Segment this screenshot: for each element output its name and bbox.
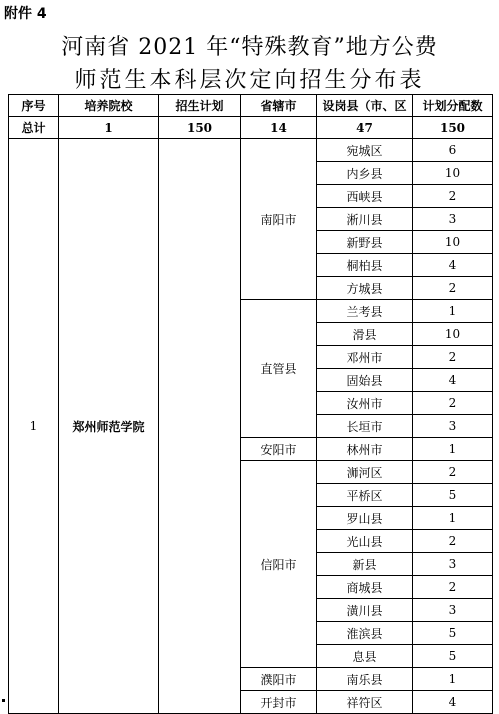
- allocated-count: 2: [413, 277, 493, 300]
- county-name: 平桥区: [317, 484, 413, 507]
- allocated-count: 2: [413, 530, 493, 553]
- county-name: 方城县: [317, 277, 413, 300]
- county-name: 西峡县: [317, 185, 413, 208]
- city-name: 信阳市: [241, 461, 317, 668]
- allocated-count: 5: [413, 645, 493, 668]
- allocated-count: 2: [413, 461, 493, 484]
- allocated-count: 10: [413, 162, 493, 185]
- county-name: 淅川县: [317, 208, 413, 231]
- school-name: 郑州师范学院: [59, 139, 159, 714]
- county-name: 宛城区: [317, 139, 413, 162]
- total-row: [9, 117, 493, 139]
- county-name: 息县: [317, 645, 413, 668]
- header-county: 设岗县（市、区: [317, 95, 413, 117]
- table-header-row: [9, 95, 493, 117]
- county-name: 新县: [317, 553, 413, 576]
- county-name: 光山县: [317, 530, 413, 553]
- county-name: 长垣市: [317, 415, 413, 438]
- allocated-count: 1: [413, 300, 493, 323]
- header-index: 序号: [9, 95, 59, 117]
- page-subtitle: 师范生本科层次定向招生分布表: [74, 68, 425, 93]
- plan-cell: [159, 139, 241, 714]
- allocated-count: 4: [413, 254, 493, 277]
- county-name: 林州市: [317, 438, 413, 461]
- total-schools: 1: [59, 117, 159, 139]
- county-name: 浉河区: [317, 461, 413, 484]
- total-label: 总计: [9, 117, 59, 139]
- allocated-count: 5: [413, 622, 493, 645]
- allocated-count: 10: [413, 231, 493, 254]
- attachment-label: 附件 4: [4, 6, 47, 22]
- allocated-count: 3: [413, 599, 493, 622]
- allocation-table: [8, 94, 493, 714]
- allocated-count: 1: [413, 507, 493, 530]
- header-city: 省辖市: [241, 95, 317, 117]
- allocated-count: 2: [413, 185, 493, 208]
- county-name: 商城县: [317, 576, 413, 599]
- allocated-count: 6: [413, 139, 493, 162]
- city-name: 南阳市: [241, 139, 317, 300]
- allocated-count: 2: [413, 576, 493, 599]
- table-body: [9, 117, 493, 714]
- allocated-count: 3: [413, 415, 493, 438]
- row-index: 1: [9, 139, 59, 714]
- county-name: 祥符区: [317, 691, 413, 714]
- city-name: 直管县: [241, 300, 317, 438]
- allocated-count: 10: [413, 323, 493, 346]
- county-name: 潢川县: [317, 599, 413, 622]
- city-name: 开封市: [241, 691, 317, 714]
- header-allocated: 计划分配数: [413, 95, 493, 117]
- table-row: [9, 139, 493, 162]
- header-school: 培养院校: [59, 95, 159, 117]
- page-title: 河南省 2021 年“特殊教育”地方公费: [61, 35, 438, 60]
- allocated-count: 3: [413, 553, 493, 576]
- total-allocated: 150: [413, 117, 493, 139]
- allocated-count: 1: [413, 668, 493, 691]
- allocated-count: 5: [413, 484, 493, 507]
- allocated-count: 2: [413, 392, 493, 415]
- allocated-count: 1: [413, 438, 493, 461]
- county-name: 内乡县: [317, 162, 413, 185]
- stray-dot: [2, 699, 5, 702]
- county-name: 淮滨县: [317, 622, 413, 645]
- total-plan: 150: [159, 117, 241, 139]
- county-name: 兰考县: [317, 300, 413, 323]
- city-name: 安阳市: [241, 438, 317, 461]
- county-name: 南乐县: [317, 668, 413, 691]
- county-name: 汝州市: [317, 392, 413, 415]
- total-counties: 47: [317, 117, 413, 139]
- city-name: 濮阳市: [241, 668, 317, 691]
- total-cities: 14: [241, 117, 317, 139]
- county-name: 桐柏县: [317, 254, 413, 277]
- county-name: 滑县: [317, 323, 413, 346]
- allocated-count: 3: [413, 208, 493, 231]
- county-name: 新野县: [317, 231, 413, 254]
- county-name: 固始县: [317, 369, 413, 392]
- allocated-count: 4: [413, 691, 493, 714]
- allocated-count: 2: [413, 346, 493, 369]
- county-name: 罗山县: [317, 507, 413, 530]
- allocated-count: 4: [413, 369, 493, 392]
- county-name: 邓州市: [317, 346, 413, 369]
- header-plan: 招生计划: [159, 95, 241, 117]
